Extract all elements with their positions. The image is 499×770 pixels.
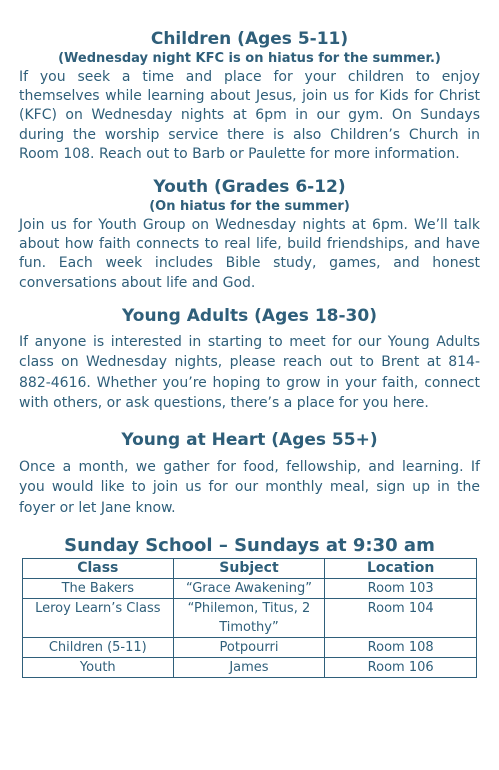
sunday-school-section xyxy=(19,535,480,678)
subject-cell: Potpourri xyxy=(173,638,325,658)
table-row xyxy=(23,658,477,678)
children-section xyxy=(19,28,480,164)
subject-cell: “Philemon, Titus, 2 Timothy” xyxy=(173,599,325,638)
young-at-heart-section xyxy=(19,429,480,519)
header-location: Location xyxy=(325,559,477,579)
location-cell: Room 104 xyxy=(325,599,477,638)
table-row xyxy=(23,599,477,638)
sunday-school-title: Sunday School – Sundays at 9:30 am xyxy=(64,535,435,557)
young-at-heart-body: Once a month, we gather for food, fellowship, and learning. If you would like to join us for our monthly meal, sign up in the foyer or let Jane know. xyxy=(19,458,480,516)
class-cell: Leroy Learn’s Class xyxy=(23,599,174,638)
location-cell: Room 103 xyxy=(325,579,477,599)
header-class: Class xyxy=(23,559,174,579)
subject-cell: “Grace Awakening” xyxy=(173,579,325,599)
youth-subtitle: (On hiatus for the summer) xyxy=(149,199,350,215)
sunday-school-table xyxy=(22,558,477,678)
youth-title: Youth (Grades 6-12) xyxy=(153,177,346,198)
location-cell: Room 108 xyxy=(325,638,477,658)
children-subtitle: (Wednesday night KFC is on hiatus for the summer.) xyxy=(58,51,441,66)
class-cell: Youth xyxy=(23,658,174,678)
table-row xyxy=(23,638,477,658)
young-adults-title: Young Adults (Ages 18-30) xyxy=(122,305,377,326)
young-at-heart-title: Young at Heart (Ages 55+) xyxy=(121,429,378,450)
young-adults-body: If anyone is interested in starting to meet for our Young Adults class on Wednesday nights, please reach out to Brent at 814-882-4616. Whether you’re hoping to grow in your faith, connect with others, or ask questions, there’s a place for you here. xyxy=(19,333,480,412)
subject-cell: James xyxy=(173,658,325,678)
class-cell: Children (5-11) xyxy=(23,638,174,658)
table-header-row xyxy=(23,559,477,579)
youth-section xyxy=(19,176,480,293)
youth-body: Join us for Youth Group on Wednesday nights at 6pm. We’ll talk about how faith connects to real life, build friendships, and have fun. Each week includes Bible study, games, and honest conversations about life and God. xyxy=(19,217,480,291)
bulletin-page xyxy=(19,0,480,678)
children-title: Children (Ages 5-11) xyxy=(150,29,349,49)
location-cell: Room 106 xyxy=(325,658,477,678)
children-body: If you seek a time and place for your children to enjoy themselves while learning about Jesus, join us for Kids for Christ (KFC) on Wednesday nights at 6pm in our gym. On Sundays during the worship service there is also Children’s Church in Room 108. Reach out to Barb or Paulette for more information. xyxy=(19,69,480,162)
table-row xyxy=(23,579,477,599)
header-subject: Subject xyxy=(173,559,325,579)
class-cell: The Bakers xyxy=(23,579,174,599)
young-adults-section xyxy=(19,305,480,414)
